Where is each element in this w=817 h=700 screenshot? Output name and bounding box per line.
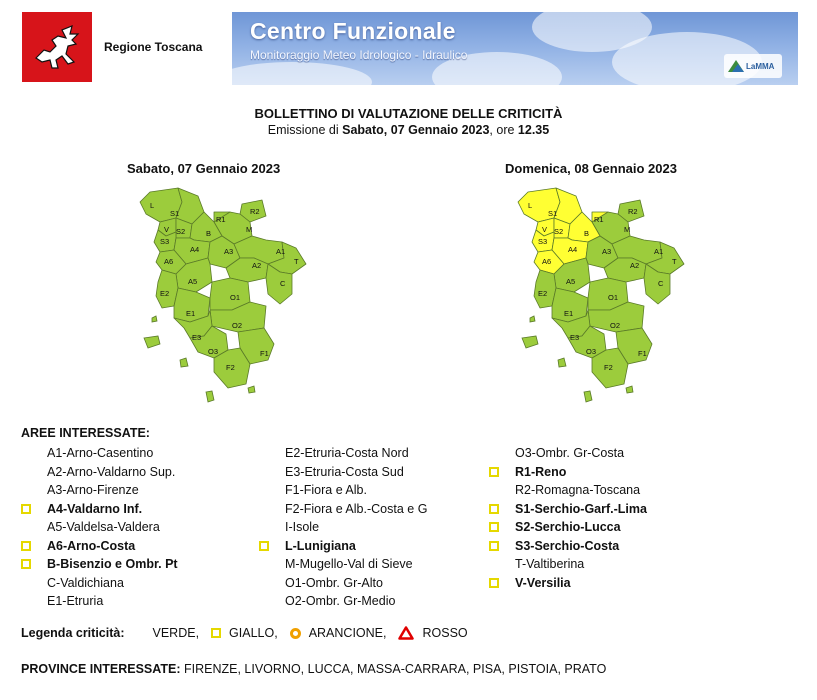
- no-alert-marker: [489, 485, 499, 495]
- area-label: V-Versilia: [515, 575, 571, 590]
- zone-label: E1: [186, 309, 196, 318]
- zone-label: E3: [192, 333, 202, 342]
- area-item: [259, 444, 427, 463]
- area-item: [489, 537, 647, 556]
- area-item: [489, 518, 647, 537]
- zone-label: A3: [224, 247, 234, 256]
- area-label: F2-Fiora e Alb.-Costa e G: [285, 501, 428, 516]
- area-item: [21, 518, 178, 537]
- no-alert-marker: [21, 448, 31, 458]
- region-logo: [22, 12, 92, 82]
- pegasus-icon: [22, 12, 92, 82]
- yellow-square-icon: [489, 504, 499, 514]
- legend-rosso-text: ROSSO: [422, 626, 468, 640]
- zone-label: R2: [250, 207, 260, 216]
- zone-label: V: [164, 225, 170, 234]
- no-alert-marker: [489, 448, 499, 458]
- areas-column-3: [489, 444, 647, 592]
- zone-label: A2: [630, 261, 640, 270]
- emission-date: Sabato, 07 Gennaio 2023: [342, 123, 490, 137]
- area-item: [21, 481, 178, 500]
- centro-funzionale-banner: [232, 12, 798, 85]
- emission-mid: , ore: [489, 123, 518, 137]
- area-item: [259, 518, 427, 537]
- zone-label: R2: [628, 207, 638, 216]
- bulletin-title: BOLLETTINO DI VALUTAZIONE DELLE CRITICITÀ: [254, 106, 563, 121]
- emission-line: [0, 123, 817, 137]
- emission-time: 12.35: [517, 123, 550, 137]
- tuscany-map-day2: [508, 178, 708, 410]
- provinces-list: FIRENZE, LIVORNO, LUCCA, MASSA-CARRARA, PISA, PISTOIA, PRATO: [184, 662, 607, 676]
- zone-label: A3: [602, 247, 612, 256]
- zone-label: O1: [230, 293, 241, 302]
- zone-label: R1: [594, 215, 604, 224]
- no-alert-marker: [259, 559, 269, 569]
- banner-subtitle: Monitoraggio Meteo Idrologico - Idraulico: [250, 48, 468, 62]
- no-alert-marker: [259, 485, 269, 495]
- lamma-label: LaMMA: [746, 62, 775, 71]
- no-alert-marker: [259, 596, 269, 606]
- area-label: A6-Arno-Costa: [47, 538, 136, 553]
- area-item: [21, 463, 178, 482]
- no-alert-marker: [259, 578, 269, 588]
- island-shape: [584, 391, 592, 402]
- lamma-logo: [724, 54, 782, 78]
- legend-giallo: [207, 626, 278, 640]
- area-item: [489, 555, 647, 574]
- red-triangle-icon: [398, 626, 414, 640]
- legend: [21, 626, 476, 640]
- no-alert-marker: [21, 522, 31, 532]
- zone-label: L: [528, 201, 533, 210]
- no-alert-marker: [21, 467, 31, 477]
- zone-label: V: [542, 225, 548, 234]
- area-label: A2-Arno-Valdarno Sup.: [47, 464, 176, 479]
- area-item: [259, 592, 427, 611]
- area-item: [489, 500, 647, 519]
- area-label: O2-Ombr. Gr-Medio: [285, 594, 396, 609]
- yellow-square-icon: [489, 467, 499, 477]
- area-label: F1-Fiora e Alb.: [285, 483, 367, 498]
- zone-label: A5: [566, 277, 576, 286]
- emission-prefix: Emissione di: [267, 123, 343, 137]
- area-label: I-Isole: [285, 520, 320, 535]
- no-alert-marker: [259, 467, 269, 477]
- area-item: [489, 481, 647, 500]
- banner-title: Centro Funzionale: [250, 18, 456, 44]
- zone-label: A5: [188, 277, 198, 286]
- no-alert-marker: [259, 522, 269, 532]
- area-label: R2-Romagna-Toscana: [515, 483, 641, 498]
- area-item: [21, 537, 178, 556]
- no-alert-marker: [259, 504, 269, 514]
- island-shape: [558, 358, 566, 367]
- zone-label: O3: [208, 347, 219, 356]
- region-name: Regione Toscana: [104, 40, 203, 54]
- area-label: S3-Serchio-Costa: [515, 538, 620, 553]
- island-shape: [180, 358, 188, 367]
- island-shape: [248, 386, 255, 393]
- area-item: [489, 574, 647, 593]
- orange-circle-icon: [290, 628, 301, 639]
- yellow-square-icon: [489, 541, 499, 551]
- zone-label: F1: [260, 349, 269, 358]
- area-item: [489, 444, 647, 463]
- no-alert-marker: [259, 448, 269, 458]
- area-label: E3-Etruria-Costa Sud: [285, 464, 404, 479]
- area-item: [259, 537, 427, 556]
- area-item: [21, 555, 178, 574]
- island-shape: [206, 391, 214, 402]
- map-date-right: Domenica, 08 Gennaio 2023: [505, 161, 677, 176]
- zone-label: F2: [226, 363, 235, 372]
- zone-label: E2: [160, 289, 170, 298]
- legend-verde: [153, 626, 200, 640]
- zone-label: L: [150, 201, 155, 210]
- legend-verde-text: VERDE,: [152, 626, 200, 640]
- area-label: B-Bisenzio e Ombr. Pt: [47, 557, 178, 572]
- area-label: S2-Serchio-Lucca: [515, 520, 621, 535]
- areas-column-1: [21, 444, 178, 611]
- provinces-line: [21, 662, 606, 676]
- area-item: [21, 592, 178, 611]
- yellow-square-icon: [21, 559, 31, 569]
- island-shape: [522, 336, 538, 348]
- zone-label: A6: [164, 257, 174, 266]
- zone-label: F1: [638, 349, 647, 358]
- area-label: R1-Reno: [515, 464, 567, 479]
- zone-label: S3: [538, 237, 548, 246]
- zone-label: T: [294, 257, 299, 266]
- zone-label: A6: [542, 257, 552, 266]
- area-item: [259, 500, 427, 519]
- zone-label: E2: [538, 289, 548, 298]
- area-label: A4-Valdarno Inf.: [47, 501, 143, 516]
- area-label: C-Valdichiana: [47, 575, 124, 590]
- island-shape: [530, 316, 535, 322]
- area-label: S1-Serchio-Garf.-Lima: [515, 501, 647, 516]
- island-shape: [144, 336, 160, 348]
- yellow-square-icon: [21, 504, 31, 514]
- zone-label: O3: [586, 347, 597, 356]
- yellow-square-icon: [21, 541, 31, 551]
- zone-label: B: [584, 229, 590, 238]
- area-item: [21, 574, 178, 593]
- map-date-left: Sabato, 07 Gennaio 2023: [127, 161, 281, 176]
- area-label: M-Mugello-Val di Sieve: [285, 557, 413, 572]
- no-alert-marker: [21, 485, 31, 495]
- yellow-square-icon: [489, 578, 499, 588]
- legend-giallo-text: GIALLO,: [229, 626, 278, 640]
- zone-label: E3: [570, 333, 580, 342]
- area-item: [259, 463, 427, 482]
- zone-label: T: [672, 257, 677, 266]
- island-shape: [626, 386, 633, 393]
- area-label: O1-Ombr. Gr-Alto: [285, 575, 383, 590]
- zone-label: C: [658, 279, 664, 288]
- zone-label: A4: [568, 245, 578, 254]
- area-item: [259, 481, 427, 500]
- area-item: [259, 555, 427, 574]
- zone-label: E1: [564, 309, 574, 318]
- zone-label: A1: [654, 247, 664, 256]
- area-item: [21, 444, 178, 463]
- zone-label: M: [624, 225, 631, 234]
- zone-label: A2: [252, 261, 262, 270]
- zone-label: O2: [232, 321, 243, 330]
- zone-label: F2: [604, 363, 613, 372]
- legend-arancione: [286, 626, 387, 640]
- zone-label: S1: [548, 209, 558, 218]
- area-item: [489, 463, 647, 482]
- zone-label: S3: [160, 237, 170, 246]
- zone-label: S1: [170, 209, 180, 218]
- zone-label: O2: [610, 321, 621, 330]
- legend-arancione-text: ARANCIONE,: [308, 626, 387, 640]
- area-label: E1-Etruria: [47, 594, 104, 609]
- area-item: [259, 574, 427, 593]
- area-item: [21, 500, 178, 519]
- area-label: A3-Arno-Firenze: [47, 483, 139, 498]
- area-label: L-Lunigiana: [285, 538, 356, 553]
- zone-label: M: [246, 225, 253, 234]
- zone-label: S2: [176, 227, 186, 236]
- zone-label: O1: [608, 293, 619, 302]
- yellow-square-icon: [211, 628, 221, 638]
- island-shape: [152, 316, 157, 322]
- no-alert-marker: [21, 596, 31, 606]
- zone-label: R1: [216, 215, 226, 224]
- legend-rosso: [394, 626, 467, 640]
- zone-label: B: [206, 229, 212, 238]
- zone-label: A1: [276, 247, 286, 256]
- areas-column-2: [259, 444, 427, 611]
- tuscany-map-day1: [130, 178, 330, 410]
- area-label: A5-Valdelsa-Valdera: [47, 520, 160, 535]
- area-label: O3-Ombr. Gr-Costa: [515, 446, 625, 461]
- area-label: E2-Etruria-Costa Nord: [285, 446, 409, 461]
- areas-title: AREE INTERESSATE:: [21, 426, 150, 440]
- zone-label: A4: [190, 245, 200, 254]
- area-label: A1-Arno-Casentino: [47, 446, 154, 461]
- zone-label: C: [280, 279, 286, 288]
- yellow-square-icon: [489, 522, 499, 532]
- provinces-label: PROVINCE INTERESSATE:: [21, 662, 181, 676]
- area-label: T-Valtiberina: [515, 557, 585, 572]
- no-alert-marker: [489, 559, 499, 569]
- lamma-icon: [727, 57, 745, 75]
- legend-label: Legenda criticità:: [21, 626, 125, 640]
- no-alert-marker: [21, 578, 31, 588]
- yellow-square-icon: [259, 541, 269, 551]
- zone-label: S2: [554, 227, 564, 236]
